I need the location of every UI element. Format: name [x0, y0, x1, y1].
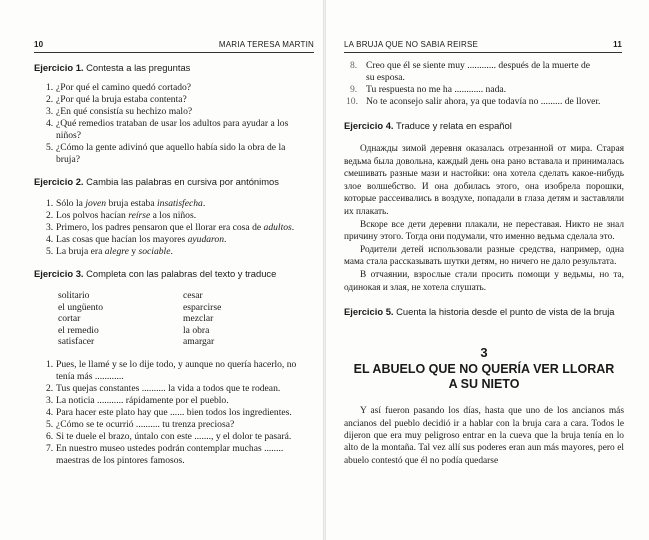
exercise-instruction: Contesta a las preguntas: [86, 62, 191, 73]
paragraph: Родители детей использовали разные средства, например, одна мама стала рассказывать шутки детям, но ничего не дало результата.: [344, 244, 624, 268]
exercise-instruction: Completa con las palabras del texto y traduce: [86, 268, 277, 279]
list-item: niños?: [56, 130, 82, 141]
word: el ungüento: [58, 301, 104, 313]
list-item: 5. La bruja era alegre y sociable.: [46, 246, 173, 257]
chapter-text: [344, 405, 624, 467]
list-item: 7. En nuestro museo ustedes podrán contemplar muchas ........: [46, 442, 284, 454]
running-head: MARIA TERESA MARTIN: [218, 40, 314, 49]
list-item: 9. Tu respuesta no me ha ............ nada.: [350, 84, 507, 95]
list-item: 5. ¿Cómo la gente adivinó que aquello había sido la obra de la: [46, 142, 286, 153]
word: el remedio: [58, 324, 99, 336]
exercise-label: Ejercicio 2.: [34, 176, 84, 187]
list-item: 1. ¿Por qué el camino quedó cortado?: [46, 82, 192, 93]
list-item: 4. ¿Qué remedios trataban de usar los adultos para ayudar a los: [46, 118, 289, 129]
header-rule: [34, 52, 314, 53]
list-item: 3. Primero, los padres pensaron que el llorar era cosa de adultos.: [46, 222, 295, 233]
word: cesar: [183, 290, 203, 301]
word-bank-column-left: [34, 290, 183, 348]
exercise-1-list: [34, 82, 312, 166]
exercise-3-continued-list: [344, 60, 624, 108]
list-item: 2. Tus quejas constantes .......... la vida a todos que te rodean.: [46, 382, 281, 394]
exercise-instruction: Cambia las palabras en cursiva por antónimos: [86, 176, 279, 187]
list-item: 1. Sólo la joven bruja estaba insatisfecha.: [46, 198, 206, 209]
exercise-label: Ejercicio 5.: [344, 306, 394, 318]
list-item: 1. Pues, le llamé y se lo dije todo, y aunque no quería hacerlo, no: [46, 358, 297, 370]
exercise-label: Ejercicio 3.: [34, 268, 84, 279]
exercise-label: Ejercicio 4.: [344, 120, 394, 131]
paragraph: В отчаянии, взрослые стали просить помощи у ведьмы, но та, одинокая и злая, не хотела слушать.: [344, 269, 624, 293]
list-item: tenía más ............: [56, 370, 124, 382]
paragraph: Однажды зимой деревня оказалась отрезанной от мира. Старая ведьма была довольна, каждый день она рано вставала и принималась смешивать разные мази и настойки: она хотела сделать какое-нибудь злое волшебство. И она добилась этого, она изобрела порошки, которые рассеивались в воздухе, попадали в глаза детям и заставляли их плакать.: [344, 144, 624, 217]
header-rule: [344, 52, 622, 53]
exercise-label: Ejercicio 1.: [34, 62, 84, 73]
exercise-4-title: [344, 120, 624, 131]
word: amargar: [183, 336, 215, 347]
word: cortar: [58, 313, 81, 324]
exercise-1-title: [34, 62, 312, 73]
list-item: 3. La noticia ........... rápidamente por el pueblo.: [46, 394, 229, 406]
list-item: 2. Los polvos hacían reírse a los niños.: [46, 210, 197, 221]
running-head: LA BRUJA QUE NO SABIA REIRSE: [344, 40, 479, 49]
word-bank-column-right: [183, 290, 308, 348]
exercise-2-list: [34, 198, 312, 258]
exercise-instruction: Traduce y relata en español: [395, 120, 512, 131]
list-item: 5. ¿Cómo se te ocurrió .......... tu trenza preciosa?: [46, 418, 235, 430]
list-item: 6. Si te duele el brazo, úntalo con este ......., y el dolor te pasará.: [46, 430, 292, 442]
paragraph: Вскоре все дети деревни плакали, не переставая. Никто не знал причину этого. Тогда они подумали, что именно ведьма сделала это.: [344, 219, 624, 243]
exercise-5-title: [344, 306, 624, 317]
list-item: 4. Para hacer este plato hay que ...... bien todos los ingredientes.: [46, 406, 292, 418]
list-item: maestras de los pintores famosos.: [56, 454, 185, 466]
word: satisfacer: [58, 336, 95, 347]
chapter-title-line-1: EL ABUELO QUE NO QUERÍA VER LLORAR: [353, 362, 615, 377]
list-item: 4. Las cosas que hacían los mayores ayudaron.: [46, 234, 227, 245]
russian-text: [344, 143, 624, 294]
right-page: [326, 0, 649, 540]
right-page-content: [344, 60, 624, 467]
exercise-3-title: [34, 268, 312, 279]
paragraph: Y así fueron pasando los días, hasta que uno de los ancianos más ancianos del pueblo decidió ir a hablar con la bruja cara a cara. Todos le dijeron que era muy peligroso entrar en la cueva que la bruja tenía en lo alto de la montaña. Tal vez allí sus poderes eran aun más mayores, pero el abuelo contestó que él no podía quedarse: [344, 406, 624, 466]
list-item: su esposa.: [366, 72, 405, 83]
word: mezclar: [183, 313, 214, 324]
list-item: 8. Creo que él se siente muy ............ después de la muerte de: [350, 60, 591, 71]
left-page-content: [34, 60, 312, 467]
list-item: 3. ¿En qué consistía su hechizo malo?: [46, 106, 193, 117]
exercise-2-title: [34, 176, 312, 187]
list-item: 10. No te aconsejo salir ahora, ya que todavía no ......... de llover.: [346, 96, 601, 107]
word: solitario: [58, 290, 90, 301]
exercise-3-list: [34, 359, 312, 467]
word: esparcirse: [183, 301, 222, 313]
page-number: 11: [613, 40, 622, 49]
chapter-number: 3: [480, 345, 488, 361]
word: la obra: [183, 324, 210, 336]
page-number: 10: [34, 40, 44, 49]
left-page: [0, 0, 324, 540]
word-bank: [34, 290, 312, 348]
exercise-instruction: Cuenta la historia desde el punto de vista de la bruja: [396, 306, 615, 318]
list-item: 2. ¿Por qué la bruja estaba contenta?: [46, 94, 187, 105]
chapter-title-line-2: A SU NIETO: [448, 377, 520, 392]
list-item: bruja?: [56, 154, 80, 165]
